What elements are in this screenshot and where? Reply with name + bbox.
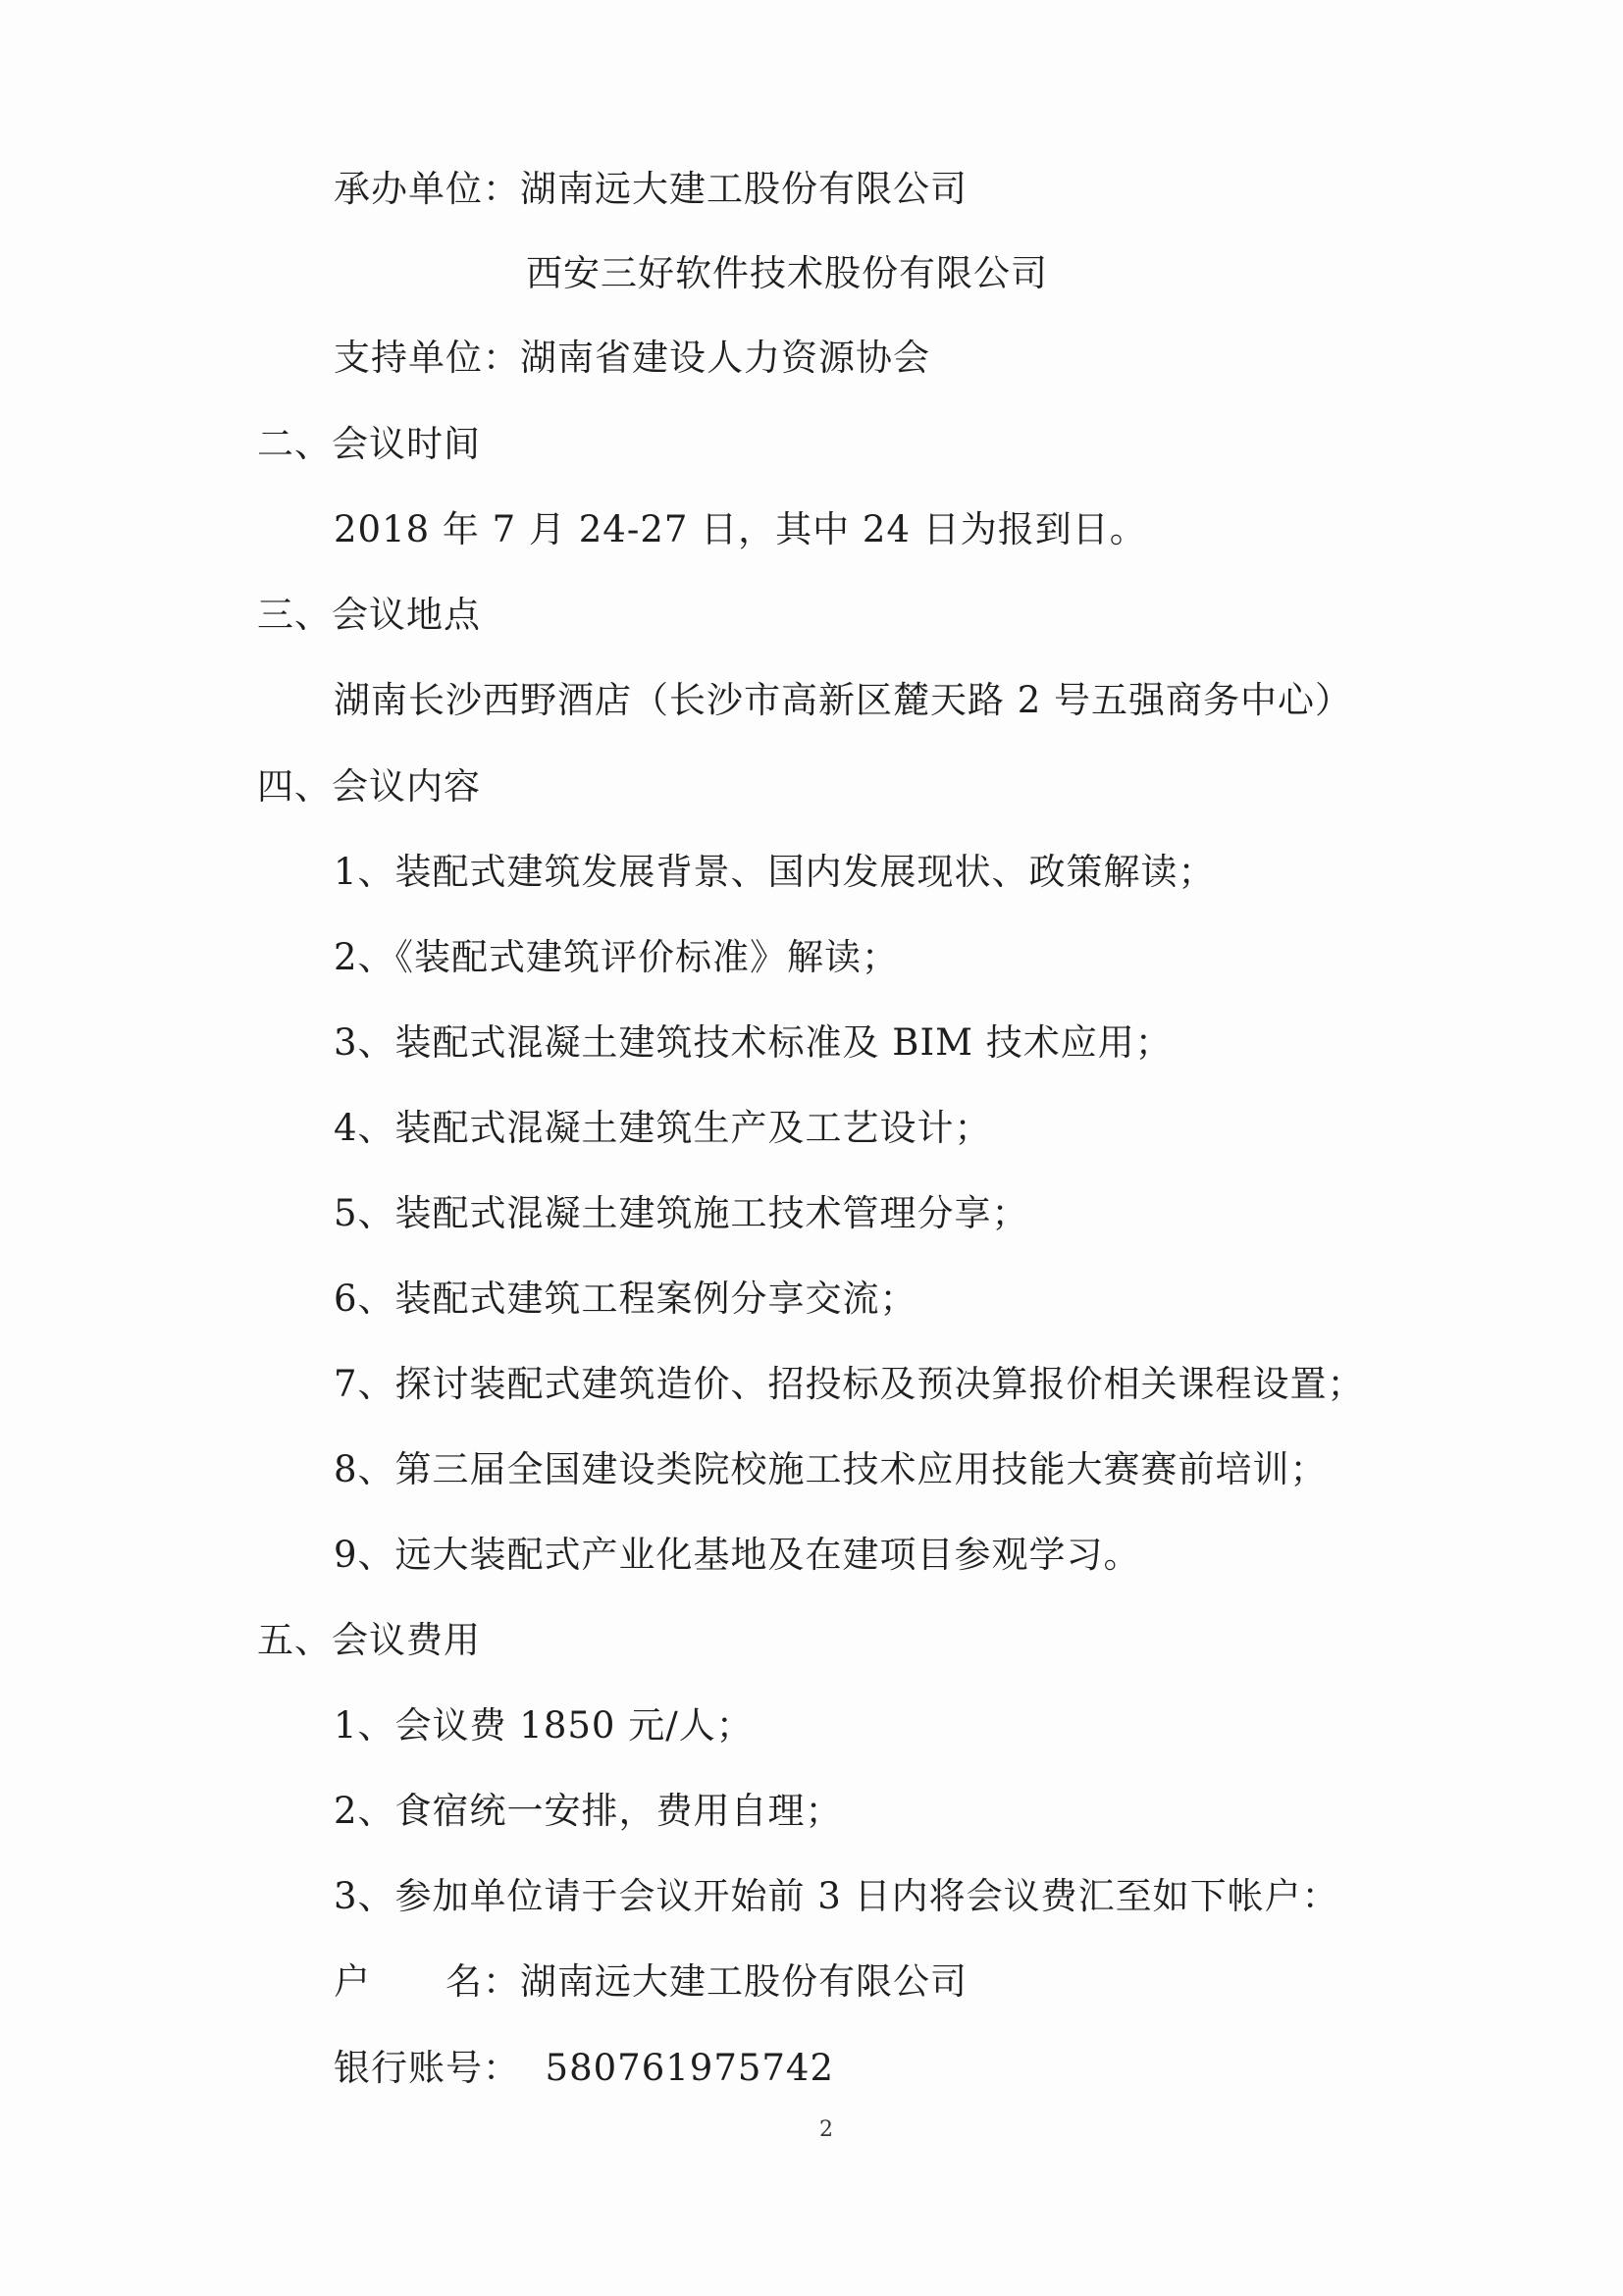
section-heading-content: 四、会议内容	[257, 765, 481, 808]
fee-item: 2、食宿统一安排，费用自理；	[334, 1790, 843, 1832]
content-item: 5、装配式混凝土建筑施工技术管理分享；	[334, 1192, 1029, 1234]
content-item: 3、装配式混凝土建筑技术标准及 BIM 技术应用；	[334, 1021, 1173, 1064]
content-item: 2、《装配式建筑评价标准》解读；	[334, 936, 900, 978]
content-item: 4、装配式混凝土建筑生产及工艺设计；	[334, 1107, 992, 1149]
host-unit-2: 西安三好软件技术股份有限公司	[526, 252, 1048, 294]
meeting-location-text: 湖南长沙西野酒店（长沙市高新区麓天路 2 号五强商务中心）	[334, 679, 1353, 721]
content-item: 6、装配式建筑工程案例分享交流；	[334, 1278, 917, 1320]
content-item: 7、探讨装配式建筑造价、招投标及预决算报价相关课程设置；	[334, 1363, 1365, 1405]
section-heading-fees: 五、会议费用	[257, 1619, 481, 1661]
account-number: 580761975742	[545, 2047, 835, 2089]
section-heading-time: 二、会议时间	[257, 423, 481, 465]
fee-item: 1、会议费 1850 元/人；	[334, 1704, 754, 1747]
support-unit-label: 支持单位：	[334, 337, 520, 379]
section-heading-location: 三、会议地点	[257, 594, 481, 636]
support-unit-line	[334, 336, 930, 381]
account-name: 湖南远大建工股份有限公司	[520, 1960, 968, 2003]
host-unit-1: 湖南远大建工股份有限公司	[520, 168, 968, 210]
fee-item: 3、参加单位请于会议开始前 3 日内将会议费汇至如下帐户：	[334, 1875, 1339, 1917]
support-unit: 湖南省建设人力资源协会	[520, 337, 930, 379]
account-name-label: 户 名：	[334, 1960, 520, 2003]
meeting-time-text: 2018 年 7 月 24-27 日，其中 24 日为报到日。	[334, 508, 1147, 550]
content-item: 1、装配式建筑发展背景、国内发展现状、政策解读；	[334, 851, 1216, 893]
host-unit-line	[334, 167, 968, 212]
account-number-label: 银行账号：	[334, 2047, 520, 2089]
page-number: 2	[819, 2117, 833, 2142]
account-name-line	[334, 1959, 968, 2005]
account-number-line	[334, 2046, 834, 2091]
host-unit-label: 承办单位：	[334, 168, 520, 210]
content-item: 9、远大装配式产业化基地及在建项目参观学习。	[334, 1534, 1141, 1576]
content-item: 8、第三届全国建设类院校施工技术应用技能大赛赛前培训；	[334, 1448, 1328, 1490]
